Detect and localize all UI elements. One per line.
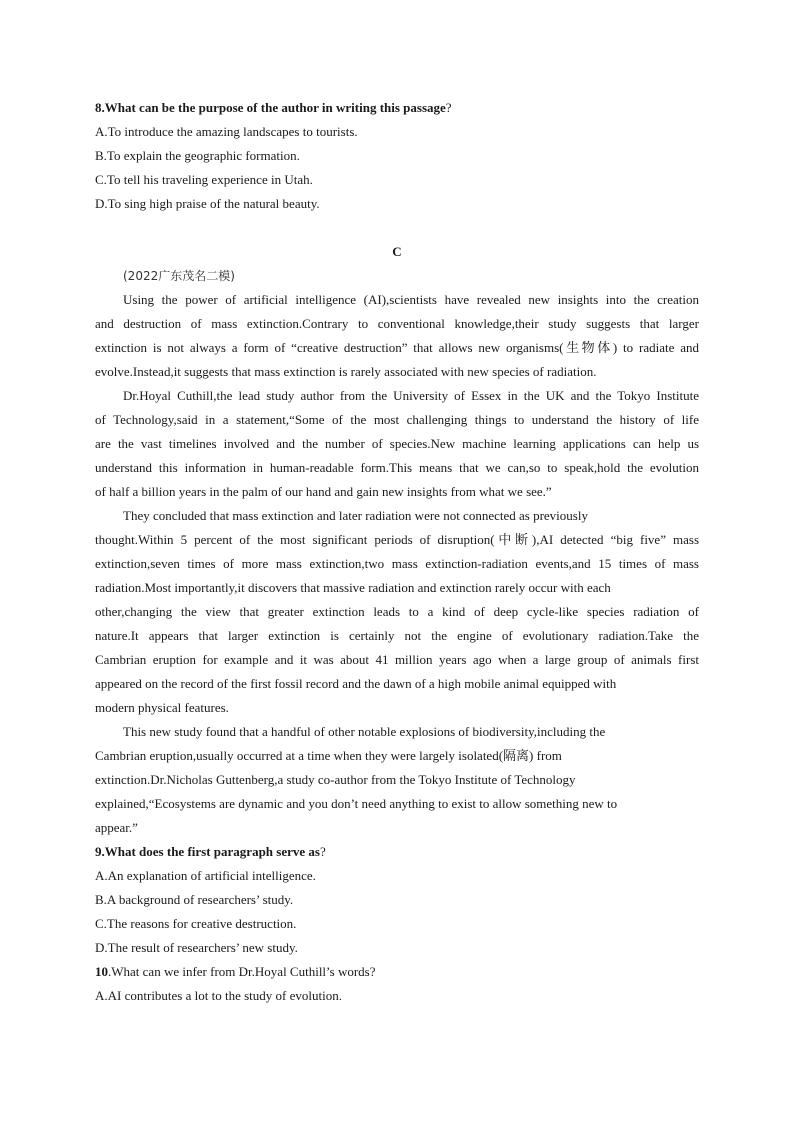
- spacer: [95, 216, 699, 240]
- paragraph-line: appeared on the record of the first fossil record and the dawn of a high mobile animal equipped with: [95, 676, 617, 691]
- paragraph-line: are the vast timelines involved and the number of species.New machine learning applications can help us: [95, 436, 699, 451]
- question-10-text: .What can we infer from Dr.Hoyal Cuthill’s words?: [108, 964, 376, 979]
- question-9-option-c: C.The reasons for creative destruction.: [95, 916, 297, 931]
- paragraph-1: [95, 288, 699, 384]
- paragraph-line: thought.Within 5 percent of the most significant periods of disruption(中断),AI detected “big five” mass: [95, 532, 699, 547]
- section-label: C: [392, 244, 402, 259]
- question-10-number: 10: [95, 964, 108, 979]
- paragraph-line: explained,“Ecosystems are dynamic and you don’t need anything to exist to allow something new to: [95, 796, 618, 811]
- paragraph-line: extinction.Dr.Nicholas Guttenberg,a study co-author from the Tokyo Institute of Technology: [95, 772, 576, 787]
- paragraph-line: modern physical features.: [95, 700, 229, 715]
- question-9-option-d: D.The result of researchers’ new study.: [95, 940, 298, 955]
- paragraph-4: [95, 720, 699, 840]
- paragraph-line: Cambrian eruption,usually occurred at a time when they were largely isolated(隔离) from: [95, 748, 562, 763]
- paragraph-line: and destruction of mass extinction.Contrary to conventional knowledge,their study suggests that larger: [95, 316, 699, 331]
- question-8-option-b: B.To explain the geographic formation.: [95, 148, 300, 163]
- question-8-option-d: D.To sing high praise of the natural beauty.: [95, 196, 320, 211]
- question-9-text: .What does the first paragraph serve as: [101, 844, 320, 859]
- question-8-mark: ?: [445, 100, 452, 115]
- paragraph-line: of half a billion years in the palm of our hand and gain new insights from what we see.”: [95, 484, 552, 499]
- paragraph-line: extinction is not always a form of “creative destruction” that allows new organisms(生物体) to radiate and: [95, 340, 699, 355]
- paragraph-3: [95, 504, 699, 720]
- question-9-option-b: B.A background of researchers’ study.: [95, 892, 294, 907]
- paragraph-2: [95, 384, 699, 504]
- page-content: [95, 96, 699, 1008]
- paragraph-line: other,changing the view that greater extinction leads to a kind of deep cycle-like species radiation of: [95, 604, 699, 619]
- question-8-number: 8: [95, 100, 102, 115]
- paragraph-line: evolve.Instead,it suggests that mass extinction is rarely associated with new species of radiation.: [95, 364, 597, 379]
- section-source: (2022广东茂名二模): [123, 269, 235, 283]
- question-9-option-a: A.An explanation of artificial intelligence.: [95, 868, 316, 883]
- question-8-option-a: A.To introduce the amazing landscapes to tourists.: [95, 124, 358, 139]
- question-10-stem: [95, 960, 699, 984]
- question-9-stem: [95, 840, 699, 864]
- question-8-stem: [95, 96, 699, 120]
- paragraph-line: Using the power of artificial intelligence (AI),scientists have revealed new insights into the creation: [123, 292, 699, 307]
- paragraph-line: appear.”: [95, 820, 138, 835]
- paragraph-line: radiation.Most importantly,it discovers that massive radiation and extinction rarely occur with each: [95, 580, 611, 595]
- question-9-number: 9: [95, 844, 102, 859]
- question-9-mark: ?: [319, 844, 326, 859]
- paragraph-line: extinction,seven times of more mass extinction,two mass extinction-radiation events,and 15 times of mass: [95, 556, 699, 571]
- paragraph-line: of Technology,said in a statement,“Some of the most challenging things to understand the history of life: [95, 412, 699, 427]
- paragraph-line: understand this information in human-readable form.This means that we can,so to speak,hold the evolution: [95, 460, 699, 475]
- paragraph-line: Dr.Hoyal Cuthill,the lead study author from the University of Essex in the UK and the Tokyo Institute: [123, 388, 699, 403]
- paragraph-line: nature.It appears that larger extinction is certainly not the engine of evolutionary radiation.Take the: [95, 628, 699, 643]
- paragraph-line: Cambrian eruption for example and it was about 41 million years ago when a large group of animals first: [95, 652, 699, 667]
- paragraph-line: They concluded that mass extinction and later radiation were not connected as previously: [123, 508, 588, 523]
- question-10-option-a: A.AI contributes a lot to the study of evolution.: [95, 988, 342, 1003]
- paragraph-line: This new study found that a handful of other notable explosions of biodiversity,including the: [123, 724, 606, 739]
- question-8-text: .What can be the purpose of the author in writing this passage: [101, 100, 446, 115]
- question-8-option-c: C.To tell his traveling experience in Utah.: [95, 172, 313, 187]
